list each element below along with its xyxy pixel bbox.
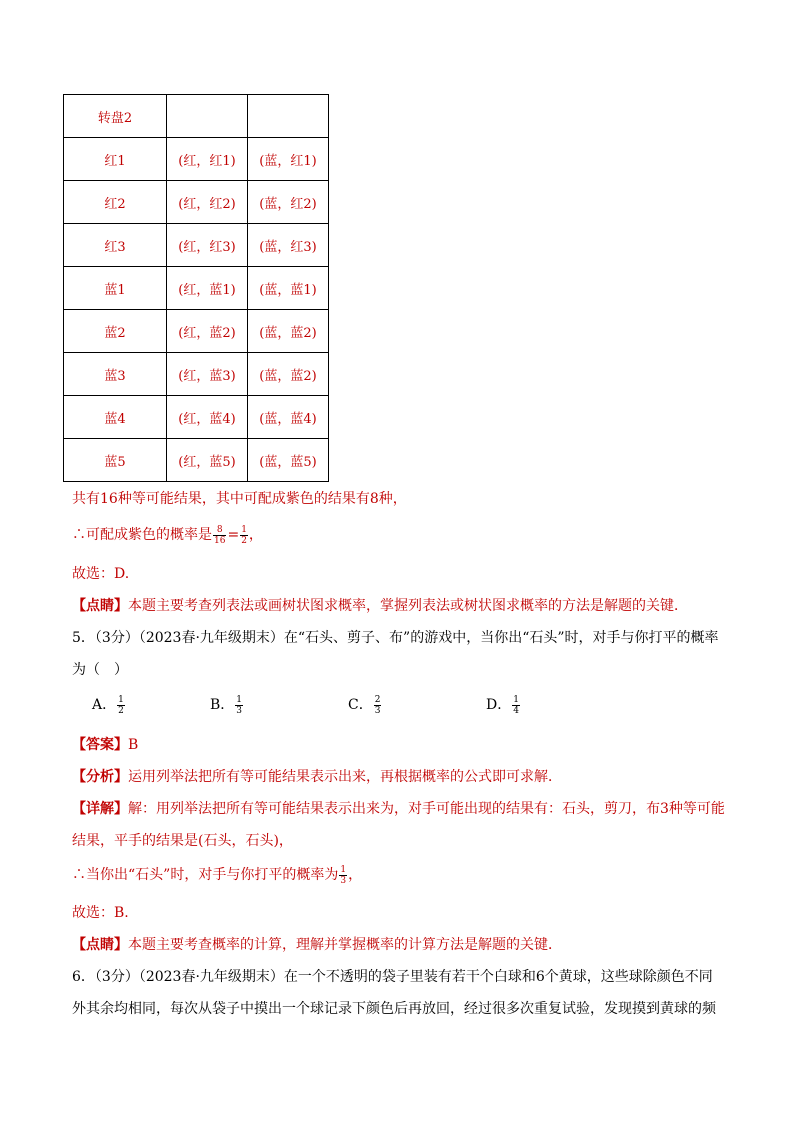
q5-analysis <box>72 766 562 786</box>
cell-outcome: (红，蓝1) <box>167 267 248 310</box>
option-d <box>486 694 521 716</box>
option-label: D． <box>486 697 512 713</box>
fraction-denominator: 3 <box>340 875 347 886</box>
table-row <box>64 181 329 224</box>
fraction-numerator: 1 <box>236 694 243 705</box>
cell-outcome: (红，红2) <box>167 181 248 224</box>
result-prefix: ∴当你出“石头”时，对手与你打平的概率为 <box>72 867 339 883</box>
fraction <box>240 525 248 546</box>
cell-outcome: (蓝，红1) <box>248 138 329 181</box>
fraction <box>213 525 226 546</box>
analysis-tag: 【分析】 <box>72 769 128 785</box>
detail-text: 解：用列举法把所有等可能结果表示出来为，对手可能出现的结果有：石头，剪刀，布3种等可能 <box>128 801 725 817</box>
fraction-numerator: 1 <box>118 694 124 705</box>
fraction-denominator: 3 <box>374 705 381 716</box>
q6-stem-line2: 外其余均相同，每次从袋子中摸出一个球记录下颜色后再放回，经过很多次重复试验，发现摸到黄球的频 <box>72 1001 716 1017</box>
cell-outcome: (蓝，蓝2) <box>248 353 329 396</box>
fraction-numerator: 8 <box>213 525 226 536</box>
q5-comment <box>72 934 562 954</box>
cell-outcome: (红，红1) <box>167 138 248 181</box>
row-label: 蓝3 <box>64 353 167 396</box>
table-row <box>64 138 329 181</box>
option-label: C． <box>348 697 373 713</box>
cell-outcome: (红，蓝2) <box>167 310 248 353</box>
q5-detail-line1 <box>72 798 725 818</box>
fraction <box>374 695 382 716</box>
table-row <box>64 396 329 439</box>
q6-stem-line1: 6．（3分）（2023春·九年级期末）在一个不透明的袋子里装有若干个白球和6个黄球，这些球除颜色不同 <box>72 969 713 985</box>
result-suffix: ， <box>348 867 363 883</box>
fraction <box>117 695 125 716</box>
table-row <box>64 267 329 310</box>
q4-comment <box>72 595 688 615</box>
analysis-text: 运用列举法把所有等可能结果表示出来，再根据概率的公式即可求解． <box>128 769 562 785</box>
q5-result-line <box>72 864 362 886</box>
q5-detail-line2: 结果，平手的结果是(石头，石头)， <box>72 833 293 849</box>
option-c <box>348 694 382 716</box>
option-b <box>210 694 244 716</box>
answer-value: B <box>128 737 139 753</box>
cell-outcome: (红，蓝3) <box>167 353 248 396</box>
cell-outcome: (红，蓝5) <box>167 439 248 482</box>
fraction-denominator: 4 <box>513 705 519 716</box>
row-label: 蓝1 <box>64 267 167 310</box>
q4-answer: 故选：D. <box>72 566 130 582</box>
cell-outcome: (蓝，红2) <box>248 181 329 224</box>
fraction <box>339 865 347 886</box>
table-header-cell <box>248 95 329 138</box>
q4-prob-prefix: ∴可配成紫色的概率是 <box>72 527 212 543</box>
row-label: 红1 <box>64 138 167 181</box>
cell-outcome: (蓝，蓝1) <box>248 267 329 310</box>
answer-tag: 【答案】 <box>72 737 128 753</box>
row-label: 蓝2 <box>64 310 167 353</box>
fraction-denominator: 2 <box>118 705 124 716</box>
q5-choice: 故选：B. <box>72 905 129 921</box>
q5-stem-line2: 为（ ） <box>72 662 128 678</box>
row-label: 红3 <box>64 224 167 267</box>
table-row <box>64 224 329 267</box>
cell-outcome: (蓝，蓝5) <box>248 439 329 482</box>
cell-outcome: (蓝，蓝4) <box>248 396 329 439</box>
table-row <box>64 310 329 353</box>
comment-tag: 【点睛】 <box>72 598 128 614</box>
cell-outcome: (蓝，红3) <box>248 224 329 267</box>
q5-stem-line1: 5．（3分）（2023春·九年级期末）在“石头、剪子、布”的游戏中，当你出“石头”时，对手与你打平的概率 <box>72 630 719 646</box>
outcome-table <box>63 94 329 482</box>
equals-sign: = <box>227 527 240 543</box>
option-label: B． <box>210 697 235 713</box>
fraction-denominator: 2 <box>241 535 247 546</box>
table-header-cell <box>167 95 248 138</box>
detail-tag: 【详解】 <box>72 801 128 817</box>
q5-answer <box>72 734 138 754</box>
row-label: 蓝4 <box>64 396 167 439</box>
comment-text: 本题主要考查概率的计算，理解并掌握概率的计算方法是解题的关键． <box>128 937 562 953</box>
comment-text: 本题主要考查列表法或画树状图求概率，掌握列表法或树状图求概率的方法是解题的关键． <box>128 598 688 614</box>
fraction <box>235 695 243 716</box>
option-label: A． <box>92 697 117 713</box>
option-a <box>92 694 126 716</box>
fraction-numerator: 2 <box>374 694 381 705</box>
fraction-numerator: 1 <box>340 864 347 875</box>
fraction-numerator: 1 <box>241 524 247 535</box>
fraction-numerator: 1 <box>513 694 519 705</box>
row-label: 蓝5 <box>64 439 167 482</box>
comment-tag: 【点睛】 <box>72 937 128 953</box>
fraction <box>512 695 520 716</box>
table-row <box>64 439 329 482</box>
table-header-row <box>64 95 329 138</box>
fraction-denominator: 3 <box>236 705 243 716</box>
q4-probability-line <box>72 524 263 546</box>
q4-prob-suffix: ， <box>248 527 263 543</box>
q4-total-line: 共有16种等可能结果，其中可配成紫色的结果有8种， <box>72 491 407 507</box>
row-label: 红2 <box>64 181 167 224</box>
table-row <box>64 353 329 396</box>
table-header-label: 转盘2 <box>64 95 167 138</box>
cell-outcome: (红，红3) <box>167 224 248 267</box>
cell-outcome: (红，蓝4) <box>167 396 248 439</box>
fraction-denominator: 16 <box>214 535 226 546</box>
cell-outcome: (蓝，蓝2) <box>248 310 329 353</box>
